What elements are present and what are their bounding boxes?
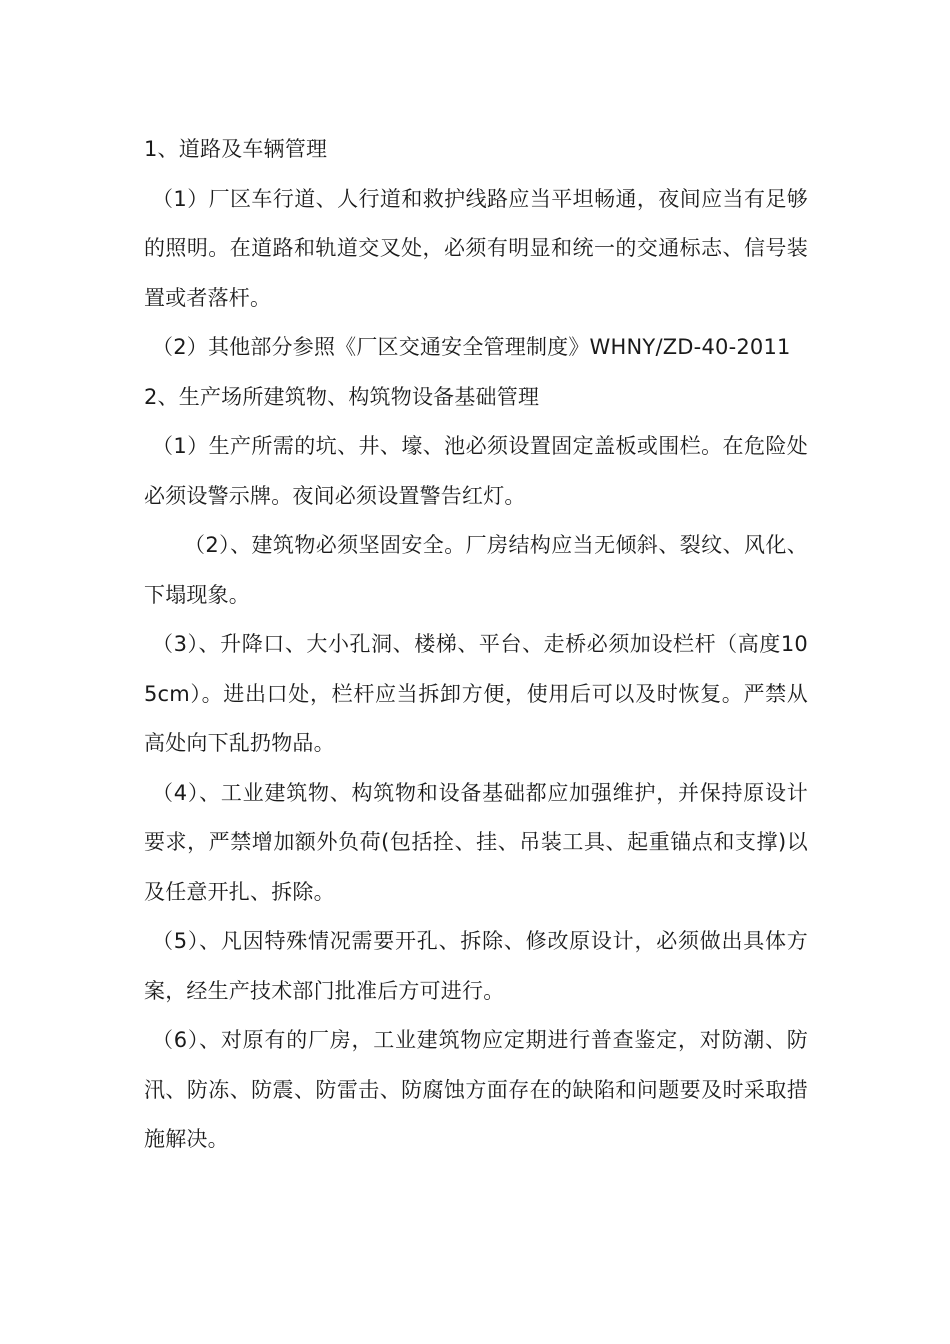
paragraph-periodic-inspection: （6）、对原有的厂房，工业建筑物应定期进行普查鉴定，对防潮、防汛、防冻、防震、防雷击、防腐蚀方面存在的缺陷和问题要及时采取措施解决。 (144, 1028, 808, 1151)
paragraph-building-safety: （2）、建筑物必须坚固安全。厂房结构应当无倾斜、裂纹、风化、下塌现象。 (144, 533, 808, 607)
section-heading-road-vehicle: 1、道路及车辆管理 (144, 137, 328, 161)
section-heading-buildings: 2、生产场所建筑物、构筑物设备基础管理 (144, 384, 540, 409)
document-page (144, 125, 808, 1165)
paragraph-traffic-reference: （2）其他部分参照《厂区交通安全管理制度》WHNY/ZD-40-2011 (152, 335, 791, 359)
paragraph-road-lighting: （1）厂区车行道、人行道和救护线路应当平坦畅通，夜间应当有足够的照明。在道路和轨道交叉处，必须有明显和统一的交通标志、信号装置或者落杆。 (144, 186, 808, 310)
paragraph-maintenance: （4）、工业建筑物、构筑物和设备基础都应加强维护，并保持原设计要求，严禁增加额外负荷(包括拴、挂、吊装工具、起重锚点和支撑)以及任意开扎、拆除。 (144, 780, 808, 904)
paragraph-modification-approval: （5）、凡因特殊情况需要开孔、拆除、修改原设计，必须做出具体方案，经生产技术部门批准后方可进行。 (144, 929, 808, 1003)
paragraph-railings: （3）、升降口、大小孔洞、楼梯、平台、走桥必须加设栏杆（高度105cm）。进出口处，栏杆应当拆卸方便，使用后可以及时恢复。严禁从高处向下乱扔物品。 (144, 632, 808, 755)
paragraph-pits-covers: （1）生产所需的坑、井、壕、池必须设置固定盖板或围栏。在危险处必须设警示牌。夜间必须设置警告红灯。 (144, 434, 808, 508)
